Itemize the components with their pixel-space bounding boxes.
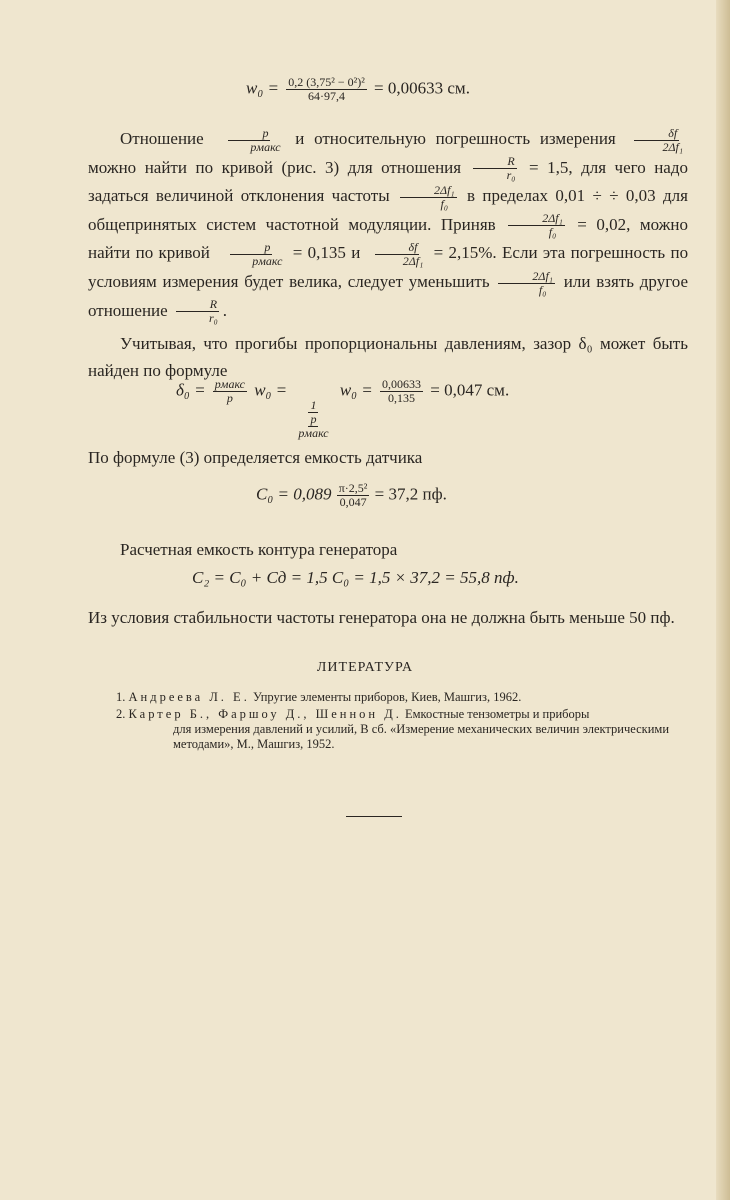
text-segment: и относительную погрешность измерения	[295, 129, 616, 148]
fraction-R-r0	[175, 298, 220, 325]
fraction-numerator: R	[473, 155, 516, 169]
equation-c2-text: C₂ = C₀ + Cд = 1,5 C₀ = 1,5 × 37,2 = 55,8 пф.	[192, 568, 519, 587]
fraction-numerator: π·2,5²	[338, 481, 368, 495]
text-segment: Из условия стабильности частоты генератора она не должна быть меньше 50 пф.	[88, 608, 675, 627]
fraction-denominator: 2Δf₁	[662, 139, 684, 154]
reference-author: Картер Б., Фаршоу Д., Шеннон Д.	[128, 707, 402, 721]
paragraph-formula3	[88, 444, 688, 471]
end-rule	[346, 816, 402, 817]
fraction-inner	[296, 413, 330, 440]
fraction-denominator: f₀	[548, 225, 557, 240]
fraction-df-2df1	[628, 127, 685, 154]
fraction-denominator: r₀	[506, 168, 516, 183]
paragraph-stability	[88, 604, 688, 631]
fraction-denominator	[294, 413, 332, 440]
fraction-R-r0	[473, 155, 518, 182]
paragraph-contour	[88, 536, 688, 563]
fraction-p-pmax	[218, 241, 284, 268]
fraction-denominator: pмакс	[252, 253, 283, 268]
fraction-denominator: pмакс	[250, 139, 281, 154]
fraction-numerator: R	[176, 298, 219, 312]
text-segment: = 1,5, для чего надо задаться величиной отклонения частоты	[88, 157, 689, 206]
fraction-numerator: 0,00633	[382, 377, 422, 391]
fraction-numerator: δf	[375, 241, 420, 255]
text-segment: = 2,15%.	[433, 243, 497, 263]
equation-delta-lhs: δ₀ =	[176, 380, 206, 400]
fraction-denominator: p	[226, 391, 233, 405]
page-edge-shadow	[716, 0, 730, 1200]
fraction-denominator: pмакс	[298, 426, 329, 441]
equation-w0-fraction	[286, 76, 367, 103]
equation-delta-rhs: = 0,047 см.	[430, 380, 510, 400]
reference-item	[116, 690, 696, 705]
fraction-numerator: p	[230, 241, 272, 255]
reference-author: Андреева Л. Е.	[128, 690, 250, 704]
fraction-denominator: 2Δf₁	[402, 253, 424, 268]
text-segment: = 0,135 и	[292, 243, 361, 263]
equation-w0-rhs: = 0,00633 см.	[374, 78, 470, 98]
text-segment: Отношение	[120, 129, 204, 148]
text-segment: Если эта погрешность по условиям измерения будет велика, следует уменьшить	[88, 243, 689, 291]
text-segment: По формуле (3) определяется емкость датчика	[88, 448, 423, 467]
reference-item	[116, 707, 696, 752]
paragraph-ratio: Отношение $\frac{p}{\text{pмакс}}$ и относительную погрешность измерения $\frac{\delta f}{\text{2Δf₁}}$ можно найти по кривой (рис. 3) для отношения $\frac{R}{\text{r₀}}$ = 1,5, для чего надо задаться величиной отклонения частоты $\frac{\text{2Δf₁}}{\text{f₀}}$ в пределах 0,01 ÷ ÷ 0,03 для общепринятых систем частотной модуляции. Приняв $\frac{\text{2Δf₁}}{\text{f₀}}$ = 0,02, можно найти по кривой $\frac{p}{\text{pмакс}}$ = 0,135 и $\frac{\delta f}{\text{2Δf₁}}$ = 2,15%. Если эта погрешность по условиям измерения будет велика, следует уменьшить $\frac{\text{2Δf₁}}{\text{f₀}}$ или взять другое отношение $\frac{R}{\text{r₀}}$ .	[88, 125, 689, 326]
equation-w0	[246, 76, 470, 103]
text-segment: или взять другое отношение	[88, 271, 689, 320]
reference-text: Упругие элементы приборов, Киев, Машгиз, 1962.	[252, 690, 522, 704]
fraction-numerator: 2Δf₁	[498, 270, 555, 284]
equation-w0-lhs: w₀ =	[246, 78, 279, 98]
equation-delta-mid: w₀ =	[339, 380, 373, 400]
fraction-values	[380, 378, 423, 405]
equation-c0-rhs: = 37,2 пф.	[374, 484, 447, 504]
fraction-2df1-f0	[498, 270, 555, 297]
fraction-df-2df1	[369, 241, 426, 268]
equation-delta-mid: w₀ =	[254, 380, 288, 400]
text-segment: в пределах 0,01 ÷ ÷ 0,03 для общепринятых систем частотной модуляции. Приняв	[88, 186, 688, 234]
reference-number: 1.	[116, 690, 126, 704]
fraction-2df1-f0	[400, 184, 457, 211]
equation-c0	[256, 482, 447, 509]
fraction-numerator: 2Δf₁	[400, 184, 457, 198]
fraction-numerator: pмакс	[214, 377, 245, 391]
equation-c0-lhs: C₀ = 0,089	[256, 484, 332, 504]
fraction-denominator: 0,135	[388, 391, 416, 405]
fraction-denominator: f₀	[440, 196, 449, 211]
equation-w0-denominator: 64·97,4	[308, 89, 346, 103]
fraction-numerator: 1	[310, 398, 317, 413]
fraction-numerator: 2Δf₁	[508, 212, 565, 226]
reference-list	[116, 690, 696, 754]
paragraph-gap	[88, 330, 688, 384]
reference-text-continued: для измерения давлений и усилий, В сб. «Измерение механических величин электрическими методами», М., Машгиз, 1952.	[173, 722, 670, 751]
reference-text: Емкостные тензометры и приборы	[404, 707, 590, 721]
text-segment: Учитывая, что прогибы пропорциональны давлениям, зазор δ₀ может быть найден по формуле	[88, 334, 688, 380]
text-segment: можно найти по кривой (рис. 3) для отношения	[88, 157, 462, 177]
text-segment: = 0,02, можно найти по кривой	[88, 214, 689, 263]
fraction-numerator: p	[310, 412, 317, 427]
fraction-numerator: δf	[634, 127, 679, 141]
fraction-denominator: 0,047	[339, 495, 367, 509]
fraction-denominator: f₀	[538, 282, 547, 297]
fraction-compound	[294, 399, 332, 440]
equation-delta0	[176, 378, 509, 440]
fraction-pmax-p	[213, 378, 247, 405]
fraction-denominator: r₀	[208, 311, 218, 326]
fraction-numerator: p	[228, 127, 270, 141]
fraction-2df1-f0	[508, 212, 565, 239]
equation-c0-fraction	[337, 482, 370, 509]
fraction-p-pmax	[216, 127, 282, 154]
equation-w0-numerator: 0,2 (3,75² − 0²)²	[288, 75, 365, 89]
literature-heading: ЛИТЕРАТУРА	[316, 660, 414, 675]
equation-c2	[192, 568, 519, 588]
reference-number: 2.	[116, 707, 126, 721]
text-segment: Расчетная емкость контура генератора	[120, 540, 398, 559]
